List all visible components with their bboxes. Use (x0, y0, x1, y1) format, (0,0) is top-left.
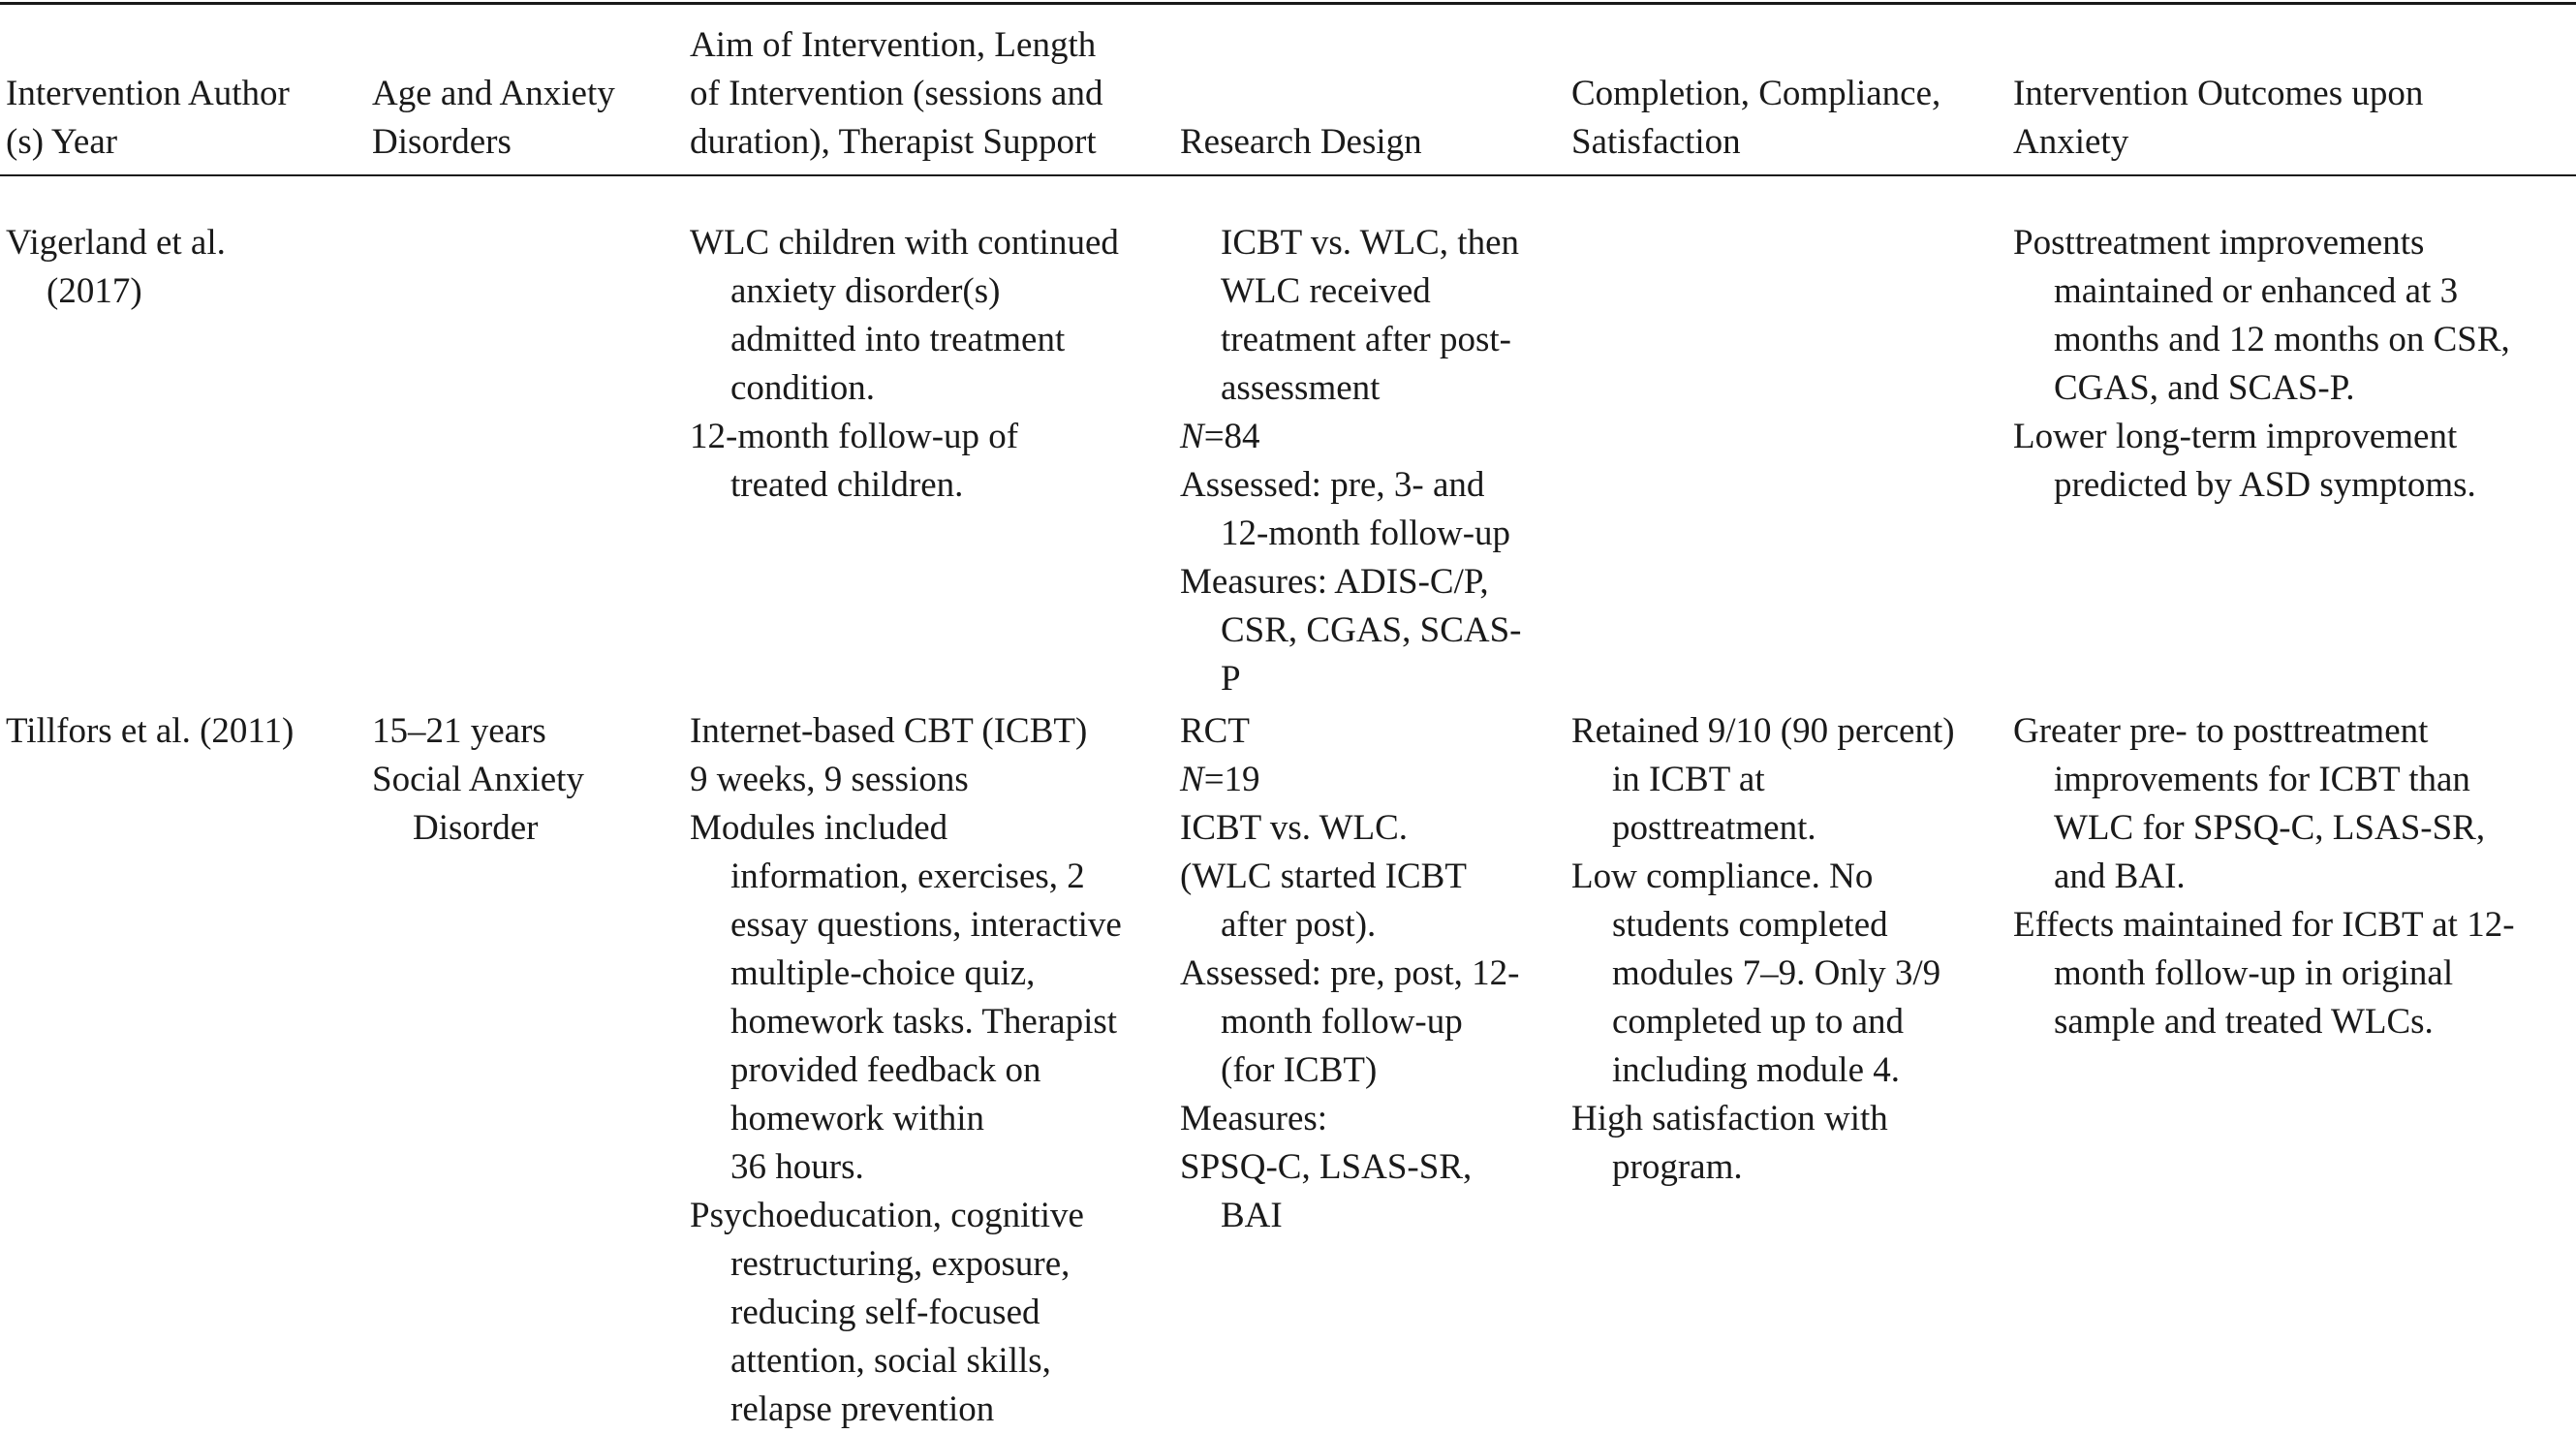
header-author-year: Intervention Author (s) Year (6, 74, 290, 162)
row1-author: Vigerland et al. (2017) (6, 223, 226, 311)
header-bottom-rule (0, 174, 2576, 176)
row1-sample-size: N=84 (1180, 417, 1260, 456)
row2-aim: Internet-based CBT (ICBT) 9 weeks, 9 sessions Modules included information, exercises, 2 essay questions, interactive multiple-choice quiz, homework tasks. Therapist provided feedback on homework within 36 hours. Psychoeducation, cognitive restructuring, exposure, reducing self-focused attention, social skills, relapse prevention (690, 711, 1122, 1429)
row2-author: Tillfors et al. (2011) (6, 711, 295, 751)
header-research-design: Research Design (1180, 122, 1422, 162)
row2-outcomes: Greater pre- to posttreatment improvements for ICBT than WLC for SPSQ-C, LSAS-SR, and BAI. Effects maintained for ICBT at 12- month follow-up in original sample and treated WLCs. (2013, 711, 2515, 1042)
row2-design: RCT N=19 ICBT vs. WLC. (WLC started ICBT after post). Assessed: pre, post, 12- month follow-up (for ICBT) Measures: SPSQ-C, LSAS-SR, BAI (1180, 707, 1566, 1240)
table-top-rule (0, 2, 2576, 5)
header-aim-length-support: Aim of Intervention, Length of Intervention (sessions and duration), Therapist Support (690, 25, 1103, 162)
row2-age: 15–21 years Social Anxiety Disorder (372, 711, 584, 848)
header-age-disorders: Age and Anxiety Disorders (372, 74, 615, 162)
header-completion-compliance: Completion, Compliance, Satisfaction (1571, 74, 1941, 162)
row2-sample-size: N=19 (1180, 760, 1260, 799)
row2-completion: Retained 9/10 (90 percent) in ICBT at posttreatment. Low compliance. No students completed modules 7–9. Only 3/9 completed up to and including module 4. High satisfaction with program. (1571, 711, 1955, 1187)
header-outcomes: Intervention Outcomes upon Anxiety (2013, 74, 2424, 162)
row1-design: ICBT vs. WLC, then WLC received treatment after post- assessment N=84 Assessed: pre, 3- and 12-month follow-up Measures: ADIS-C/P, CSR, CGAS, SCAS- P (1180, 219, 1566, 703)
row1-aim: WLC children with continued anxiety disorder(s) admitted into treatment condition. 12-month follow-up of treated children. (690, 223, 1119, 505)
row1-outcomes: Posttreatment improvements maintained or enhanced at 3 months and 12 months on CSR, CGAS, and SCAS-P. Lower long-term improvement predicted by ASD symptoms. (2013, 223, 2510, 505)
